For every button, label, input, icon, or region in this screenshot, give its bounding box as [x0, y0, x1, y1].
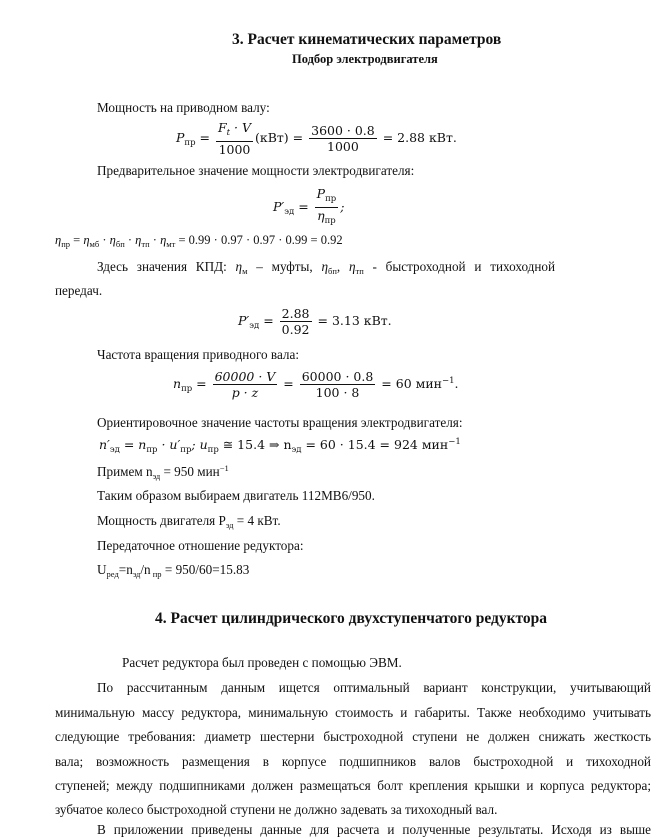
- paragraph-line-6: зубчатое колесо быстроходной ступени не должно задевать за тихоходный вал.: [55, 802, 498, 817]
- formula-shaft-power: $P_{пр}$ = $\frac{F_t \cdot V}{1000}$ (кВт) = $\frac{3600 \cdot 0.8}{1000}$ = 2.88 кВт.: [176, 120, 457, 157]
- paragraph-orient-frequency: Ориентировочное значение частоты вращения электродвигателя:: [97, 415, 463, 430]
- paragraph-motor-power: Мощность двигателя $Р_{эд} = 4$ кВт.: [97, 513, 281, 530]
- paragraph-efficiency-cont: передач.: [55, 283, 103, 298]
- paragraph-power-shaft: Мощность на приводном валу:: [97, 100, 270, 115]
- paragraph-shaft-frequency: Частота вращения приводного вала:: [97, 347, 300, 362]
- paragraph-prelim-power: Предварительное значение мощности электродвигателя:: [97, 163, 415, 178]
- paragraph-line-5: ступеней; между подшипниками должен размещаться болт крепления крышки и корпуса редуктора;: [55, 778, 651, 793]
- paragraph-accepted-frequency: Примем $n_{эд} = 950$ мин$^{-1}$: [97, 463, 229, 481]
- paragraph-efficiency-values: Здесь значения КПД: $\eta_м$ – муфты, $\eta_{бп}$, $\eta_{тп}$ - быстроходной и тихоходной: [97, 259, 556, 276]
- formula-prelim-power-value: $P'_{эд}$ = $\frac{2.88}{0.92}$ = 3.13 кВт.: [238, 306, 392, 337]
- paragraph-line-7: В приложении приведены данные для расчета и полученные результаты. Исходя из выше: [97, 822, 651, 837]
- formula-prelim-power: $P'_{эд}$ = $\frac{P_{пр}}{\eta_{пр}}$ ;: [273, 186, 345, 226]
- paragraph-ratio-label: Передаточное отношение редуктора:: [97, 538, 304, 553]
- formula-gear-ratio: $U_{ред}=n_{эд}/n$ $_{пр}$ = 950/60=15.83: [97, 562, 250, 579]
- formula-motor-frequency: $n'_{эд} = n_{пр} \cdot u'_{пр}$; $u_{пр}$ ≅ 15.4 ⇒ $n_{эд} = 60 \cdot 15.4 = 924$ мин$^{-1}$: [99, 437, 461, 455]
- section-3-subtitle: Подбор электродвигателя: [292, 52, 438, 66]
- section-4-title: 4. Расчет цилиндрического двухступенчатого редуктора: [155, 610, 548, 627]
- formula-shaft-frequency: $n_{пр}$ = $\frac{60000 \cdot V}{p \cdot z}$ = $\frac{60000 \cdot 0.8}{100 \cdot 8}$ = 60 мин$^{-1}$.: [173, 369, 459, 400]
- paragraph-line-3: следующие требования: диаметр шестерни быстроходной ступени не должен снижать жесткость: [55, 729, 651, 744]
- paragraph-line-1: По рассчитанным данным ищется оптимальный вариант конструкции, учитывающий: [97, 680, 651, 695]
- section-3-title: 3. Расчет кинематических параметров: [232, 31, 502, 48]
- paragraph-line-4: вала; возможность размещения в корпусе подшипников валов быстроходной и тихоходной: [55, 754, 651, 769]
- paragraph-computer-calc: Расчет редуктора был проведен с помощью ЭВМ.: [122, 655, 402, 670]
- paragraph-motor-choice: Таким образом выбираем двигатель 112МВ6/950.: [97, 488, 375, 503]
- paragraph-line-2: минимальную массу редуктора, минимальную стоимость и габариты. Также необходимо учитывать: [55, 705, 651, 720]
- formula-efficiency: $\eta_{пр} = \eta_{мб} \cdot \eta_{бп} \cdot \eta_{тп} \cdot \eta_{мт} = 0.99 \cdot 0.97 \cdot 0.97 \cdot 0.99 = 0.92$: [55, 233, 343, 249]
